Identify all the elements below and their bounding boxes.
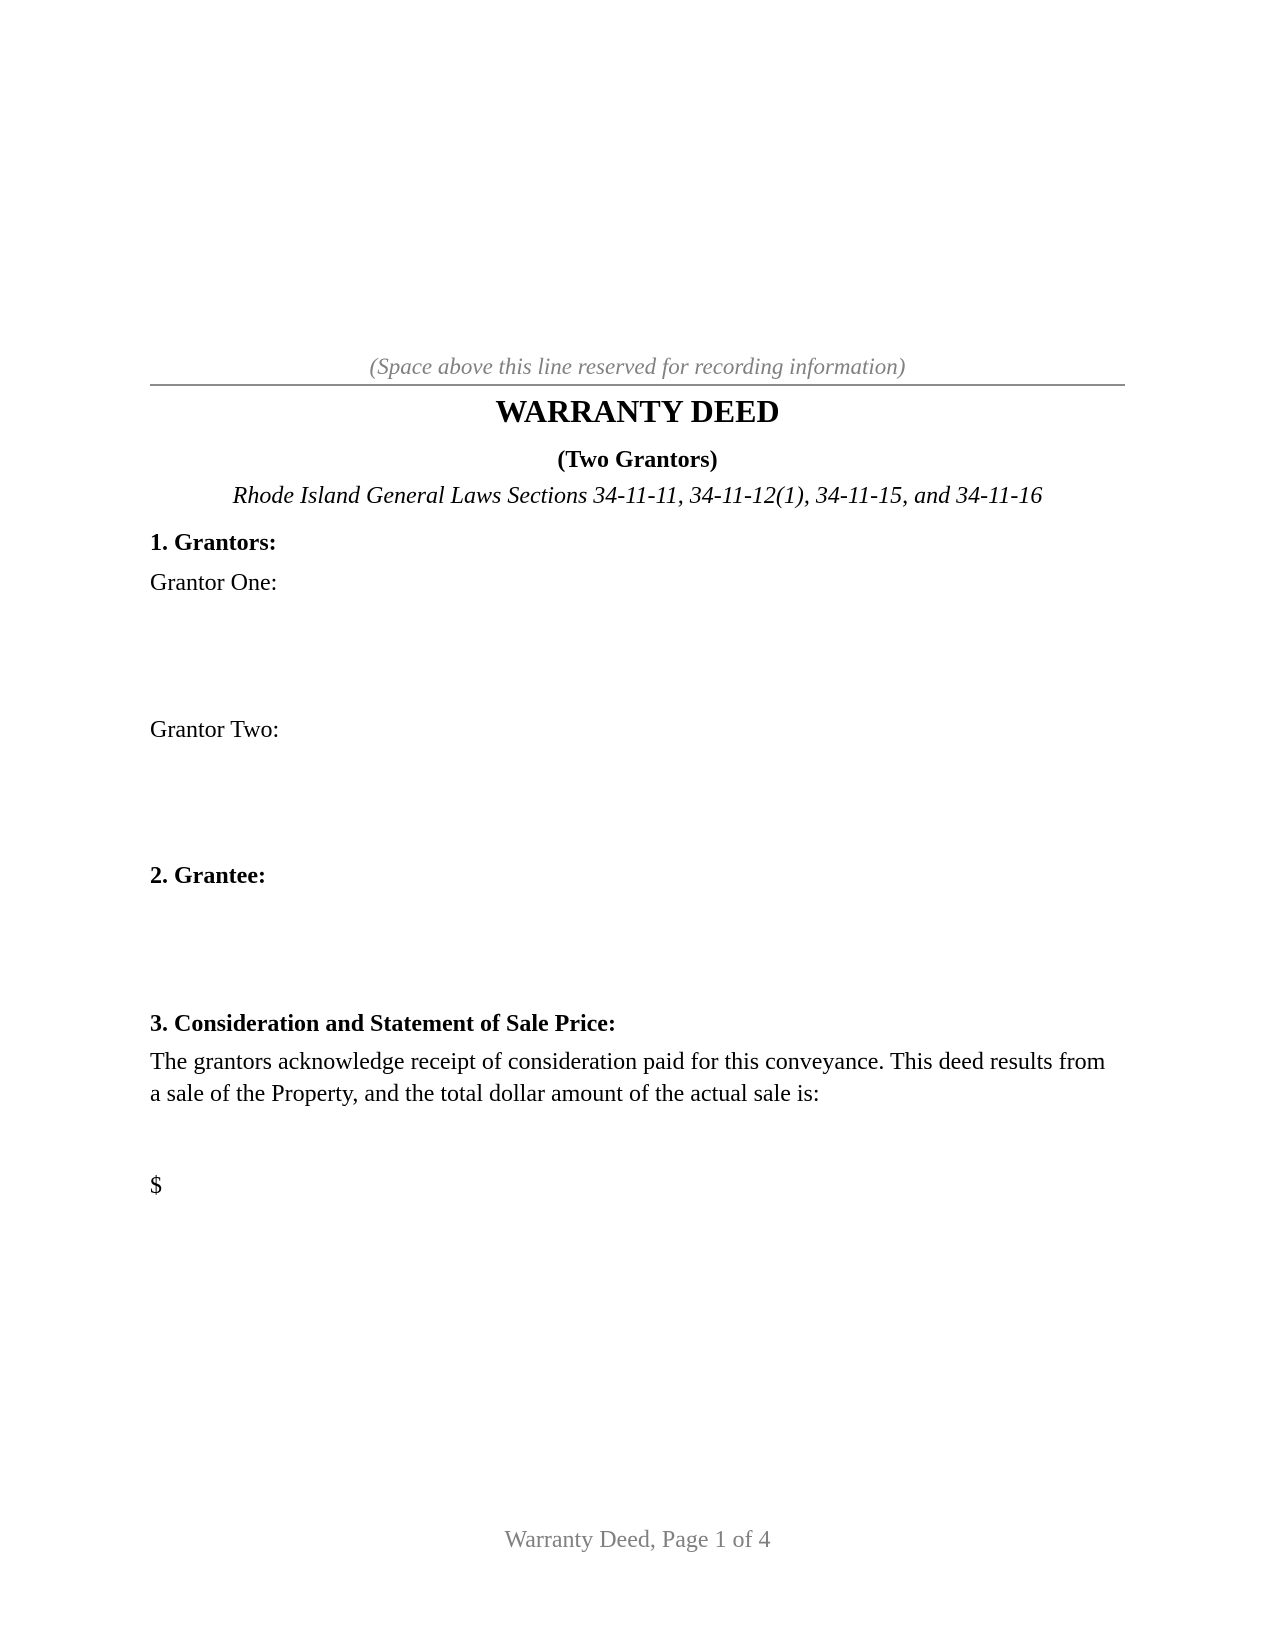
consideration-paragraph: The grantors acknowledge receipt of consideration paid for this conveyance. This deed results from a sale of the Property, and the total dollar amount of the actual sale is: xyxy=(150,1049,1106,1107)
statute-reference: Rhode Island General Laws Sections 34-11-11, 34-11-12(1), 34-11-15, and 34-11-16 xyxy=(232,483,1043,509)
sale-amount-field[interactable] xyxy=(175,1173,595,1203)
document-title: WARRANTY DEED xyxy=(495,393,780,429)
section-consideration-heading: 3. Consideration and Statement of Sale Price: xyxy=(150,1011,616,1037)
section-grantee-heading: 2. Grantee: xyxy=(150,863,266,889)
recording-space-note: (Space above this line reserved for recording information) xyxy=(369,354,906,379)
grantor-two-label: Grantor Two: xyxy=(150,717,280,743)
recording-divider-line xyxy=(150,384,1125,386)
page-footer: Warranty Deed, Page 1 of 4 xyxy=(504,1527,771,1553)
document-subtitle: (Two Grantors) xyxy=(557,447,718,473)
section-grantors-heading: 1. Grantors: xyxy=(150,530,277,556)
dollar-sign: $ xyxy=(150,1173,162,1199)
grantor-one-label: Grantor One: xyxy=(150,570,278,596)
